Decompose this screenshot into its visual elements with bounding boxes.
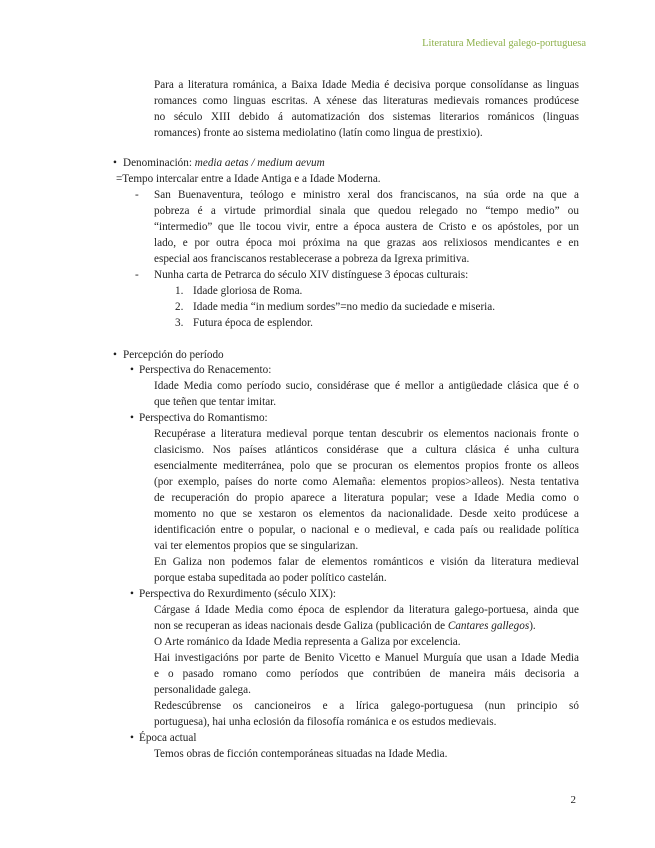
- bullet-actual: •: [130, 732, 134, 744]
- epoca-number: 2.: [175, 301, 184, 313]
- text-line: (por exemplo, países do norte como Alemaña: elementos propios>alleos). Nesta tentativa: [154, 476, 579, 488]
- petrarca-line: Nunha carta de Petrarca do século XIV distínguese 3 épocas culturais:: [154, 269, 469, 281]
- bullet-denominacion: •: [113, 157, 117, 169]
- denominacion-label: Denominación:: [123, 157, 195, 169]
- text-line: Hai investigacións por parte de Benito Vicetto e Manuel Murguía que usan a Idade Media: [154, 652, 579, 664]
- rexurdimento-paragraph-1: [154, 602, 579, 634]
- text-line: Recupérase a literatura medieval porque tentan descubrir os elementos nacionais fronte o: [154, 428, 579, 440]
- galiza-paragraph: [154, 554, 579, 586]
- epoca-text: Futura época de esplendor.: [193, 317, 313, 329]
- text-line: En Galiza non podemos falar de elementos románticos e visión da literatura medieval: [154, 556, 579, 568]
- text-line: Redescúbrense os cancioneiros e a lírica galego-portuguesa (nun principio só: [154, 700, 579, 712]
- buenaventura-paragraph: [154, 187, 579, 267]
- text-line: romances) fronte ao sistema mediolatino (latín como lingua de prestixio).: [154, 127, 483, 139]
- epoca-text: Idade media “in medium sordes”=no medio da suciedade e miseria.: [193, 301, 496, 313]
- text-line: personalidade galega.: [154, 684, 251, 696]
- actual-heading: Época actual: [139, 732, 197, 744]
- text-line: de recuperación do propio aparece a literatura popular; vese a Idade Media como o: [154, 492, 579, 504]
- page-number: 2: [570, 794, 576, 806]
- text-line: clasicismo. Nos países atlánticos considérase que a cultura clásica é unha cultura: [154, 444, 579, 456]
- text-line: romances como linguas escritas. A xénese das literaturas medievais romances prodúcese: [154, 95, 579, 107]
- text-line: identificación entre o popular, o nacional e o medieval, e cada país ou realidade política: [154, 524, 579, 536]
- text-line: San Buenaventura, teólogo e ministro xeral dos franciscanos, na súa orde na que a: [154, 189, 579, 201]
- rexurdimento-paragraph-3: [154, 650, 579, 698]
- dash-buenaventura: -: [135, 189, 139, 201]
- rexurdimento-paragraph-4: [154, 698, 579, 730]
- actual-paragraph: Temos obras de ficción contemporáneas situadas na Idade Media.: [154, 748, 448, 760]
- romantismo-paragraph: [154, 426, 579, 554]
- denominacion-heading: [123, 155, 325, 171]
- bullet-romantismo: •: [130, 412, 134, 424]
- text-line: Idade Media como período sucio, considérase que é mellor a antigüedade clásica que é o: [154, 380, 579, 392]
- bullet-renacemento: •: [130, 364, 134, 376]
- text-line: pobreza é a virtude primordial sinala que quedou relegado no “tempo medio” ou: [154, 205, 579, 217]
- rexurdimento-heading: Perspectiva do Rexurdimento (século XIX):: [139, 588, 336, 600]
- text-line: “intermedio” que lle tocou vivir, entre a época austera de Cristo e os apóstoles, por un: [154, 221, 579, 233]
- dash-petrarca: -: [135, 269, 139, 281]
- denominacion-definition: =Tempo intercalar entre a Idade Antiga e a Idade Moderna.: [116, 173, 381, 185]
- text-line: no século XIII debido á automatización dos sistemas literarios románicos (linguas: [154, 111, 579, 123]
- bullet-rexurdimento: •: [130, 588, 134, 600]
- bullet-percepcion: •: [113, 349, 117, 361]
- book-title: Cantares gallegos: [447, 620, 530, 632]
- text-line: esencialmente mediterránea, polo que se procuran os elementos propios fronte os alleos: [154, 460, 579, 472]
- epoca-number: 3.: [175, 317, 184, 329]
- text-line: e o pasado romano como períodos que contribúen de maneira máis decisoria a: [154, 668, 579, 680]
- text-line: que teñen que tentar imitar.: [154, 396, 277, 408]
- text-line: lado, e por outra época moi próxima na que grazas aos relixiosos mendicantes e en: [154, 237, 579, 249]
- text-line: Cárgase á Idade Media como época de esplendor da literatura galego-portuesa, ainda que: [154, 604, 579, 616]
- renacemento-paragraph: [154, 378, 579, 410]
- epoca-text: Idade gloriosa de Roma.: [193, 285, 303, 297]
- text-line: momento no que se xestaron os elementos da nacionalidade. Desde xeito prodúcese a: [154, 508, 579, 520]
- text-line: [154, 618, 579, 634]
- denominacion-term: media aetas / medium aevum: [194, 157, 325, 169]
- text-run: ).: [529, 620, 536, 632]
- intro-paragraph: [154, 77, 579, 141]
- text-line: vai ter elementos propios que se singularizan.: [154, 540, 359, 552]
- text-run: non se recuperan as ideas nacionais desde Galiza (publicación de: [154, 620, 448, 632]
- text-line: especial aos franciscanos restablecerase a pobreza da Igrexa primitiva.: [154, 253, 470, 265]
- text-line: Para a literatura románica, a Baixa Idade Media é decisiva porque consolídanse as linguas: [154, 79, 579, 91]
- percepcion-heading: Percepción do período: [123, 349, 224, 361]
- romantismo-heading: Perspectiva do Romantismo:: [139, 412, 268, 424]
- text-line: portuguesa), hai unha eclosión da filosofía románica e os estudos medievais.: [154, 716, 497, 728]
- rexurdimento-paragraph-2: O Arte románico da Idade Media representa a Galiza por excelencia.: [154, 636, 461, 648]
- text-line: porque estaba supeditada ao poder político castelán.: [154, 572, 387, 584]
- renacemento-heading: Perspectiva do Renacemento:: [139, 364, 272, 376]
- running-header: Literatura Medieval galego-portuguesa: [422, 38, 586, 49]
- epoca-number: 1.: [175, 285, 184, 297]
